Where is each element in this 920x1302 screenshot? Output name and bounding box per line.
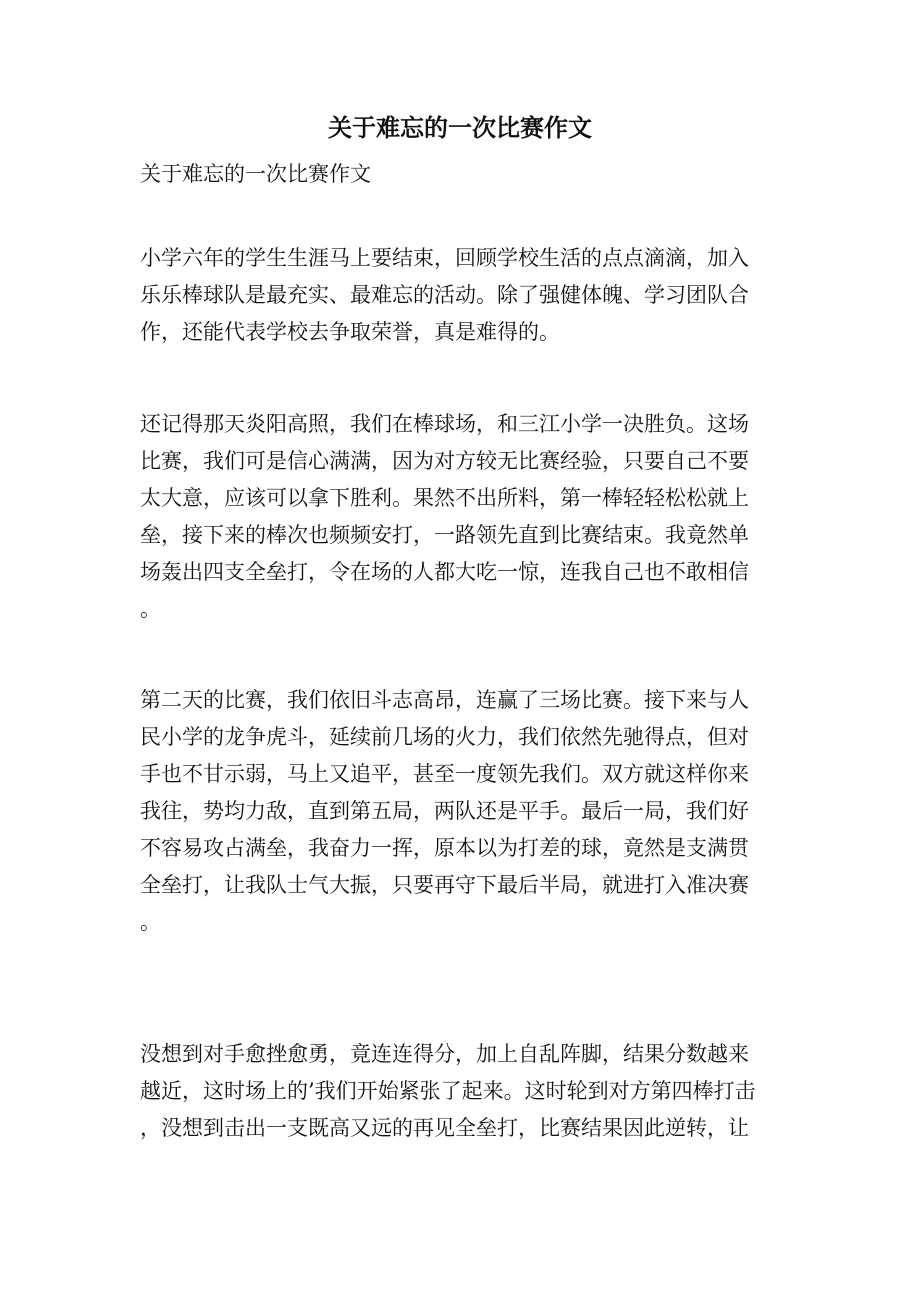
paragraph-2 — [140, 406, 780, 628]
document-subtitle: 关于难忘的一次比赛作文 — [140, 162, 371, 186]
paragraph-4 — [140, 1036, 780, 1147]
paragraph-line: 乐乐棒球队是最充实、最难忘的活动。除了强健体魄、学习团队合 — [140, 283, 749, 307]
paragraph-line: 场轰出四支全垒打，令在场的人都大吃一惊，连我自己也不敢相信 — [140, 560, 749, 584]
document-title: 关于难忘的一次比赛作文 — [328, 113, 592, 142]
paragraph-line: 第二天的比赛，我们依旧斗志高昂，连赢了三场比赛。接下来与人 — [140, 688, 749, 712]
paragraph-line: 比赛，我们可是信心满满，因为对方较无比赛经验，只要自己不要 — [140, 449, 749, 473]
paragraph-line: 作，还能代表学校去争取荣誉，真是难得的。 — [140, 320, 560, 344]
paragraph-3 — [140, 682, 780, 941]
paragraph-line: 全垒打，让我队士气大振，只要再守下最后半局，就进打入准决赛 — [140, 873, 749, 897]
paragraph-line: 不容易攻占满垒，我奋力一挥，原本以为打差的球，竟然是支满贯 — [140, 836, 749, 860]
paragraph-line: 还记得那天炎阳高照，我们在棒球场，和三江小学一决胜负。这场 — [140, 412, 749, 436]
paragraph-line: 。 — [140, 910, 161, 934]
paragraph-line: 民小学的龙争虎斗，延续前几场的火力，我们依然先驰得点，但对 — [140, 725, 749, 749]
paragraph-line: 太大意，应该可以拿下胜利。果然不出所料，第一棒轻轻松松就上 — [140, 486, 749, 510]
paragraph-line: 手也不甘示弱，马上又追平，甚至一度领先我们。双方就这样你来 — [140, 762, 749, 786]
paragraph-1 — [140, 240, 780, 351]
paragraph-line: 我往，势均力敌，直到第五局，两队还是平手。最后一局，我们好 — [140, 799, 749, 823]
paragraph-line: 。 — [140, 597, 161, 621]
paragraph-line: 越近，这时场上的’我们开始紧张了起来。这时轮到对方第四棒打击 — [140, 1079, 756, 1103]
paragraph-line: 垒，接下来的棒次也频频安打，一路领先直到比赛结束。我竟然单 — [140, 523, 749, 547]
paragraph-line: 没想到对手愈挫愈勇，竟连连得分，加上自乱阵脚，结果分数越来 — [140, 1042, 749, 1066]
paragraph-line: 小学六年的学生生涯马上要结束，回顾学校生活的点点滴滴，加入 — [140, 246, 749, 270]
paragraph-line: ，没想到击出一支既高又远的再见全垒打，比赛结果因此逆转，让 — [140, 1116, 749, 1140]
